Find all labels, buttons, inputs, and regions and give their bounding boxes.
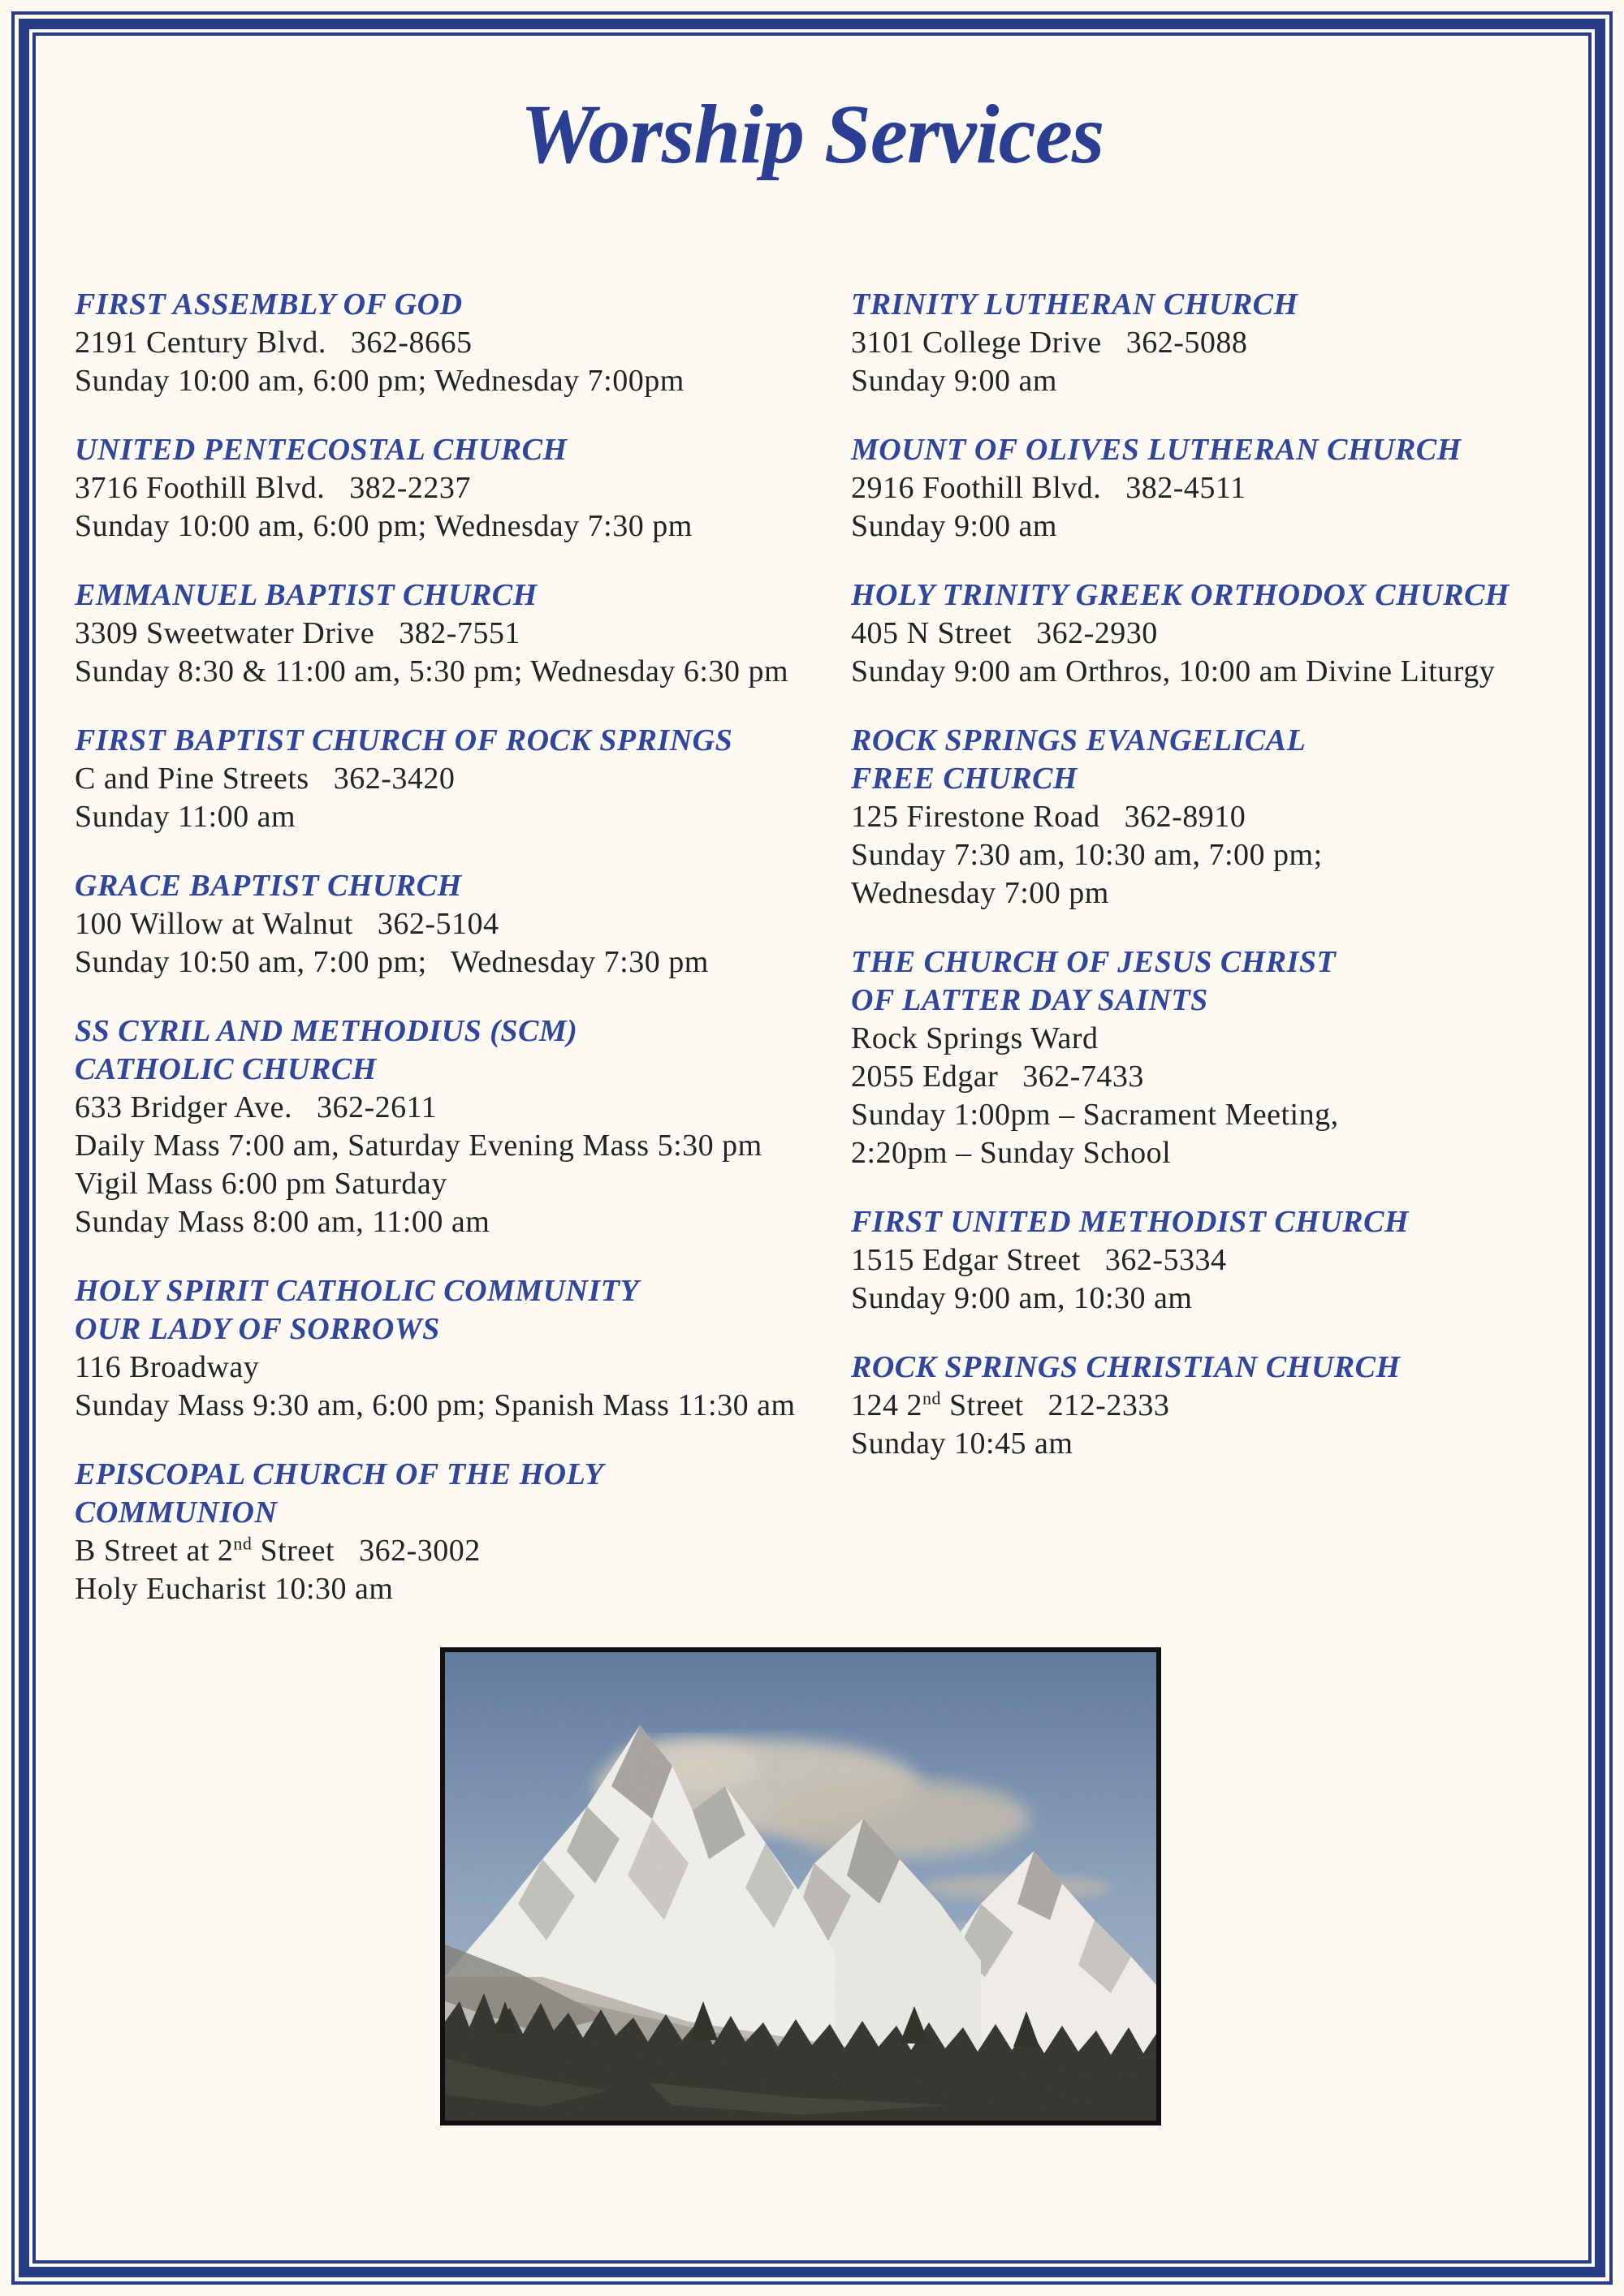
church-entry	[851, 1349, 1566, 1463]
church-detail-line: C and Pine Streets 362-3420	[75, 762, 456, 796]
church-detail-line: 125 Firestone Road 362-8910	[851, 800, 1246, 834]
church-entry	[851, 1203, 1566, 1318]
church-entry	[75, 576, 806, 691]
church-detail-line: 2916 Foothill Blvd. 382-4511	[851, 471, 1246, 505]
directory-column-left	[75, 286, 806, 1639]
church-detail-line: Sunday 9:00 am Orthros, 10:00 am Divine Liturgy	[851, 654, 1496, 688]
church-detail-line: Sunday 1:00pm – Sacrament Meeting,	[851, 1098, 1339, 1132]
church-detail-line: 2191 Century Blvd. 362-8665	[75, 326, 473, 360]
church-detail-line: Vigil Mass 6:00 pm Saturday	[75, 1167, 447, 1201]
church-name: EPISCOPAL CHURCH OF THE HOLY	[75, 1457, 604, 1491]
church-detail-line: 116 Broadway	[75, 1350, 260, 1384]
church-entry	[75, 1272, 806, 1425]
church-entry	[851, 943, 1566, 1172]
church-entry	[75, 867, 806, 982]
church-name: THE CHURCH OF JESUS CHRIST	[851, 945, 1337, 979]
church-name: TRINITY LUTHERAN CHURCH	[851, 287, 1298, 322]
church-detail-line: 100 Willow at Walnut 362-5104	[75, 907, 499, 941]
church-name: MOUNT OF OLIVES LUTHERAN CHURCH	[851, 433, 1462, 467]
ordinal-superscript: nd	[233, 1533, 253, 1554]
church-name: HOLY TRINITY GREEK ORTHODOX CHURCH	[851, 578, 1510, 612]
church-detail-line: Sunday 10:00 am, 6:00 pm; Wednesday 7:00pm	[75, 364, 685, 398]
church-entry	[75, 722, 806, 836]
church-detail-line: Rock Springs Ward	[851, 1021, 1099, 1055]
church-detail-line: Sunday 10:45 am	[851, 1426, 1073, 1461]
church-detail-line: Holy Eucharist 10:30 am	[75, 1572, 394, 1606]
church-detail-line: Sunday 9:00 am, 10:30 am	[851, 1281, 1193, 1315]
church-detail-line: Sunday 10:50 am, 7:00 pm; Wednesday 7:30 pm	[75, 945, 709, 979]
church-detail-line: 2:20pm – Sunday School	[851, 1136, 1172, 1170]
church-name: GRACE BAPTIST CHURCH	[75, 869, 462, 903]
mountain-photo-art	[445, 1652, 1156, 2121]
church-detail-line: Sunday 11:00 am	[75, 800, 296, 834]
church-entry	[851, 431, 1566, 546]
church-name: ROCK SPRINGS EVANGELICAL	[851, 723, 1307, 757]
church-detail-line: Daily Mass 7:00 am, Saturday Evening Mass 5:30 pm	[75, 1129, 762, 1163]
church-name: CATHOLIC CHURCH	[75, 1052, 377, 1086]
church-name: FIRST ASSEMBLY OF GOD	[75, 287, 463, 322]
church-name: UNITED PENTECOSTAL CHURCH	[75, 433, 568, 467]
church-detail-line: 633 Bridger Ave. 362-2611	[75, 1090, 438, 1124]
church-name: SS CYRIL AND METHODIUS (SCM)	[75, 1014, 578, 1048]
church-entry	[75, 431, 806, 546]
church-entry	[75, 1012, 806, 1241]
church-detail-line: B Street at 2nd Street 362-3002	[75, 1533, 481, 1568]
church-detail-line: 3309 Sweetwater Drive 382-7551	[75, 616, 520, 650]
church-detail-line: 2055 Edgar 362-7433	[851, 1060, 1144, 1094]
church-detail-line: 3101 College Drive 362-5088	[851, 326, 1248, 360]
church-detail-line: 405 N Street 362-2930	[851, 616, 1158, 650]
page-title: Worship Services	[520, 88, 1104, 181]
church-detail-line: Sunday 10:00 am, 6:00 pm; Wednesday 7:30 pm	[75, 509, 693, 543]
ordinal-superscript: nd	[922, 1388, 942, 1409]
church-name: COMMUNION	[75, 1495, 278, 1530]
church-name: EMMANUEL BAPTIST CHURCH	[75, 578, 538, 612]
church-detail-line: Sunday 8:30 & 11:00 am, 5:30 pm; Wednesday 6:30 pm	[75, 654, 788, 688]
church-detail-line: 124 2nd Street 212-2333	[851, 1388, 1170, 1422]
church-entry	[75, 1456, 806, 1608]
directory-column-right	[851, 286, 1566, 1639]
church-detail-line: Sunday Mass 9:30 am, 6:00 pm; Spanish Mass 11:30 am	[75, 1388, 796, 1422]
church-name: ROCK SPRINGS CHRISTIAN CHURCH	[851, 1350, 1401, 1384]
church-detail-line: 1515 Edgar Street 362-5334	[851, 1243, 1227, 1277]
church-directory	[75, 286, 1566, 1639]
church-detail-line: Sunday 7:30 am, 10:30 am, 7:00 pm;	[851, 838, 1323, 872]
mountain-photo	[440, 1647, 1161, 2126]
church-entry	[851, 722, 1566, 913]
church-detail-line: 3716 Foothill Blvd. 382-2237	[75, 471, 471, 505]
church-name: FIRST UNITED METHODIST CHURCH	[851, 1205, 1410, 1239]
church-name: OF LATTER DAY SAINTS	[851, 983, 1208, 1017]
church-entry	[851, 576, 1566, 691]
church-name: OUR LADY OF SORROWS	[75, 1312, 440, 1346]
church-detail-line: Sunday 9:00 am	[851, 509, 1057, 543]
church-name: FIRST BAPTIST CHURCH OF ROCK SPRINGS	[75, 723, 733, 757]
church-detail-line: Sunday Mass 8:00 am, 11:00 am	[75, 1205, 490, 1239]
church-name: HOLY SPIRIT CATHOLIC COMMUNITY	[75, 1274, 640, 1308]
church-detail-line: Wednesday 7:00 pm	[851, 876, 1109, 910]
church-name: FREE CHURCH	[851, 762, 1078, 796]
church-entry	[851, 286, 1566, 400]
church-entry	[75, 286, 806, 400]
church-detail-line: Sunday 9:00 am	[851, 364, 1057, 398]
